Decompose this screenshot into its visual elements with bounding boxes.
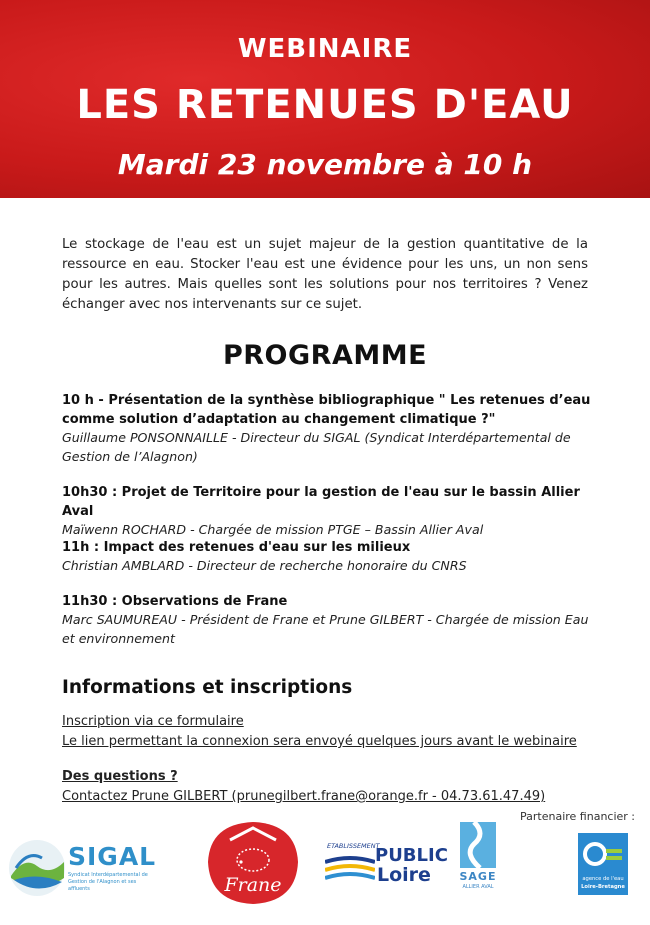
sigal-logo: [6, 838, 156, 898]
sage-name: SAGE: [459, 870, 497, 883]
agence-line2: Loire-Bretagne: [581, 884, 625, 890]
agence-line1: agence de l'eau: [582, 876, 624, 882]
programme-heading: PROGRAMME: [222, 340, 428, 371]
programme-item-title: 11h : Impact des retenues d'eau sur les milieux: [62, 540, 411, 555]
epl-top-text: ETABLISSEMENT: [327, 842, 380, 850]
programme-item-speaker: Guillaume PONSONNAILLE - Directeur du SIGAL (Syndicat Interdépartemental de Gestion de l’Alagnon): [62, 430, 571, 464]
epl-public-text: PUBLIC: [375, 845, 448, 866]
questions-link[interactable]: Des questions ?: [62, 769, 178, 784]
river-icon: [458, 822, 498, 870]
connection-info-link[interactable]: Le lien permettant la connexion sera envoyé quelques jours avant le webinaire: [62, 734, 577, 749]
frane-logo: [200, 818, 306, 906]
registration-form-link[interactable]: Inscription via ce formulaire: [62, 714, 244, 729]
agence-emblem-icon: [578, 833, 628, 875]
waves-icon: [325, 854, 375, 884]
programme-item-speaker: Maïwenn ROCHARD - Chargée de mission PTGE – Bassin Allier Aval: [62, 522, 484, 537]
sigal-emblem-icon: [6, 838, 68, 898]
epl-logo: [325, 842, 448, 890]
programme-item-title: 10 h - Présentation de la synthèse bibliographique " Les retenues d’eau comme solution d’adaptation au changement climatique ?": [62, 393, 591, 427]
programme-item-speaker: Marc SAUMUREAU - Président de Frane et Prune GILBERT - Chargée de mission Eau et environnement: [62, 612, 589, 646]
partner-label: Partenaire financier :: [520, 810, 636, 823]
programme-item: [62, 592, 602, 648]
event-title: LES RETENUES D'EAU: [76, 82, 574, 128]
frane-name: Frane: [224, 874, 282, 896]
sage-sub: ALLIER AVAL: [462, 884, 494, 890]
sigal-name: SIGAL: [68, 842, 157, 871]
programme-item-title: 10h30 : Projet de Territoire pour la gestion de l'eau sur le bassin Allier Aval: [62, 485, 580, 519]
programme-item: [62, 483, 602, 540]
event-date: Mardi 23 novembre à 10 h: [117, 148, 533, 181]
sage-logo: [458, 822, 498, 894]
programme-item-title: 11h30 : Observations de Frane: [62, 594, 288, 609]
programme-item: [62, 391, 602, 466]
header-banner: [0, 0, 650, 198]
contact-link[interactable]: Contactez Prune GILBERT (prunegilbert.frane@orange.fr - 04.73.61.47.49): [62, 789, 546, 804]
webinar-kicker: WEBINAIRE: [237, 34, 413, 64]
programme-item-speaker: Christian AMBLARD - Directeur de recherche honoraire du CNRS: [62, 558, 467, 573]
agence-eau-logo: [578, 833, 628, 895]
sigal-tagline: Syndicat Interdépartemental de Gestion de l'Alagnon et ses affluents: [68, 872, 148, 892]
agence-caption: [578, 875, 628, 895]
intro-paragraph: Le stockage de l'eau est un sujet majeur de la gestion quantitative de la ressource en eau. Stocker l'eau est une évidence pour les uns, un non sens pour les autres. Mais quelles sont les solutions pour nos territoires ? Venez échanger avec nos intervenants sur ce sujet.: [62, 237, 588, 312]
info-heading: Informations et inscriptions: [62, 677, 353, 698]
epl-loire-text: Loire: [377, 864, 431, 886]
programme-item: [62, 538, 602, 576]
